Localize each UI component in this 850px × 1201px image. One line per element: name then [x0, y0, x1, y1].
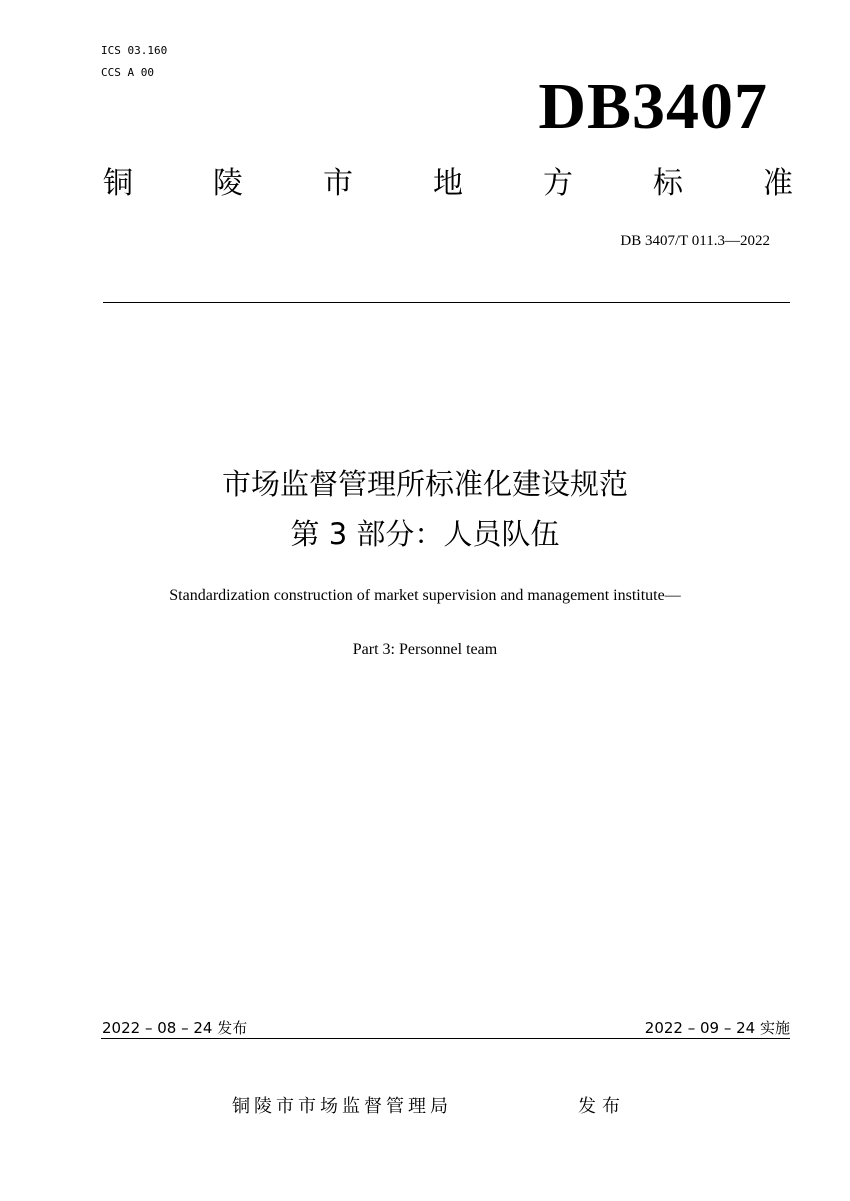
footer-divider: [101, 1038, 790, 1039]
ccs-code: CCS A 00: [101, 66, 154, 79]
header-char: 陵: [213, 166, 243, 201]
header-divider: [103, 302, 790, 303]
standard-code: DB3407: [538, 70, 768, 143]
issue-label: 发布: [578, 1096, 626, 1117]
header-char: 方: [543, 166, 573, 201]
english-title-line-2: Part 3: Personnel team: [352, 641, 498, 658]
implementation-date: 2022 – 09 – 24 实施: [644, 1019, 790, 1037]
english-title-line-1: Standardization construction of market supervision and management institute—: [169, 587, 681, 604]
header-char: 市: [323, 166, 353, 201]
issue-date: 2022 – 08 – 24 发布: [102, 1019, 248, 1037]
document-subtitle: 第 3 部分：人员队伍: [290, 517, 560, 551]
header-char: 准: [763, 166, 793, 201]
header-char: 铜: [103, 166, 133, 201]
header-char: 标: [653, 166, 683, 201]
standard-number: DB 3407/T 011.3—2022: [620, 233, 770, 249]
ics-code: ICS 03.160: [101, 44, 168, 57]
issuing-authority: 铜陵市市场监督管理局: [232, 1096, 452, 1117]
document-title: 市场监督管理所标准化建设规范: [221, 467, 628, 501]
standard-type-header: [103, 164, 793, 204]
header-char: 地: [433, 166, 463, 201]
